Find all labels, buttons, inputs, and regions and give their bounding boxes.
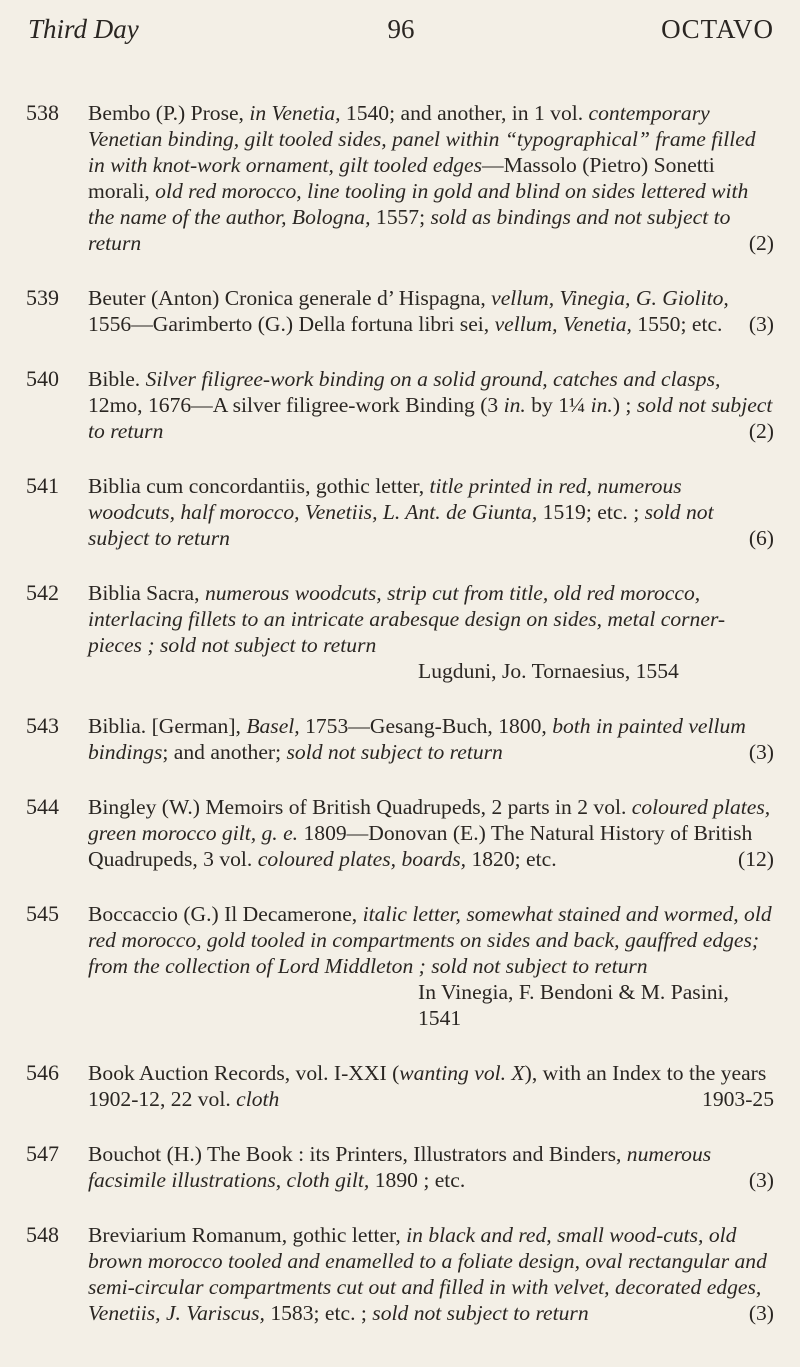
description-segment: —Massolo (Pietro) Sonetti morali, (88, 153, 715, 203)
description-segment: ) ; (612, 393, 637, 417)
description-segment: 1583; etc. ; (264, 1301, 373, 1325)
description-segment: Breviarium Romanum, gothic letter, (88, 1223, 407, 1247)
description-segment: ), with an Index to the years 1902-12, 22 vol. (88, 1061, 767, 1111)
catalogue-entry (0, 473, 800, 551)
imprint-line: In Vinegia, F. Bendoni & M. Pasini, 1541 (418, 980, 729, 1030)
description-segment: coloured plates, green morocco gilt, g. e. (88, 795, 771, 845)
description-segment: in. (503, 393, 526, 417)
lot-number: 541 (26, 473, 59, 498)
lot-number: 544 (26, 794, 59, 819)
description-segment: Beuter (Anton) Cronica generale d’ Hispagna, (88, 286, 492, 310)
lot-number: 540 (26, 366, 59, 391)
entry-description (88, 100, 774, 256)
lot-number: 542 (26, 580, 59, 605)
catalogue-entries (0, 100, 800, 1355)
description-segment: 1753—Gesang-Buch, 1800, (299, 714, 553, 738)
item-count: (2) (748, 231, 774, 255)
description-segment: coloured plates, boards, (257, 847, 467, 871)
description-segment: in Venetia, (249, 101, 341, 125)
item-count: (6) (748, 526, 774, 550)
description-segment: vellum, Venetia, (494, 312, 632, 336)
description-segment: title printed in red, numerous woodcuts, half morocco, Venetiis, L. Ant. de Giunta, (88, 474, 682, 524)
catalogue-entry (0, 1141, 800, 1193)
entry-description (88, 901, 774, 979)
description-segment: in. (590, 393, 613, 417)
item-count: (12) (738, 847, 774, 871)
description-segment: old red morocco, line tooling in gold and blind on sides lettered with the name of the author, Bologna, (88, 179, 749, 229)
description-segment: 1550; etc. (631, 312, 723, 336)
catalogue-entry (0, 1060, 800, 1112)
page-header (28, 14, 774, 54)
lot-number: 548 (26, 1222, 59, 1247)
description-segment: Bible. (88, 367, 146, 391)
description-segment: 1557; (370, 205, 431, 229)
lot-number: 543 (26, 713, 59, 738)
entry-description (88, 794, 774, 872)
catalogue-entry (0, 794, 800, 872)
description-segment: in black and red, small wood-cuts, old brown morocco tooled and enamelled to a foliate design, oval rectangular and semi-circular compartments cut out and filled in with velvet, decorated edges, Venetiis, J. Variscus, (88, 1223, 767, 1325)
catalogue-entry (0, 285, 800, 337)
description-segment: sold as bindings and not subject to return (88, 205, 731, 255)
entry-description (88, 473, 774, 551)
description-segment: Biblia Sacra, (88, 581, 205, 605)
description-segment: vellum, Vinegia, G. Giolito, (491, 286, 729, 310)
lot-number: 547 (26, 1141, 59, 1166)
description-segment: 12mo, 1676—A silver filigree-work Binding (3 (88, 393, 504, 417)
description-segment: contemporary Venetian binding, gilt tooled sides, panel within “typographical” frame filled in with knot-work ornament, gilt tooled edges (88, 101, 756, 177)
entry-description (88, 1141, 774, 1193)
item-count: (2) (748, 419, 774, 443)
description-segment: Basel, (246, 714, 300, 738)
catalogue-entry (0, 366, 800, 444)
item-count: 1903-25 (702, 1087, 774, 1111)
description-segment: 1540; and another, in 1 vol. (340, 101, 589, 125)
description-segment: 1556—Garimberto (G.) Della fortuna libri sei, (88, 312, 495, 336)
description-segment: by 1¼ (525, 393, 591, 417)
description-segment: Biblia. [German], (88, 714, 247, 738)
description-segment: 1519; etc. ; (537, 500, 645, 524)
imprint-line: Lugduni, Jo. Tornaesius, 1554 (418, 659, 679, 683)
entry-description (88, 1060, 774, 1112)
description-segment: Bingley (W.) Memoirs of British Quadrupeds, 2 parts in 2 vol. (88, 795, 632, 819)
catalogue-entry (0, 901, 800, 1031)
item-count: (3) (748, 740, 774, 764)
description-segment: both in painted vellum bindings (88, 714, 746, 764)
description-segment: italic letter, somewhat stained and wormed, old red morocco, gold tooled in compartments on sides and back, gauffred edges; from the collection of Lord Middleton ; sold not subject to return (88, 902, 772, 978)
description-segment: sold not subject to return (286, 740, 503, 764)
entry-description (88, 366, 774, 444)
description-segment: Biblia cum concordantiis, gothic letter, (88, 474, 430, 498)
description-segment: wanting vol. X (399, 1061, 525, 1085)
page-number: 96 (387, 14, 415, 44)
header-format: OCTAVO (661, 14, 774, 44)
description-segment: Boccaccio (G.) Il Decamerone, (88, 902, 363, 926)
lot-number: 539 (26, 285, 59, 310)
description-segment: numerous woodcuts, strip cut from title, old red morocco, interlacing fillets to an intricate arabesque design on sides, metal corner-pieces ; sold not subject to return (88, 581, 726, 657)
description-segment: 1809—Donovan (E.) The Natural History of British Quadrupeds, 3 vol. (88, 821, 753, 871)
description-segment: sold not subject to return (88, 500, 714, 550)
description-segment: ; and another; (162, 740, 287, 764)
entry-description (88, 580, 774, 658)
description-segment: Book Auction Records, vol. I-XXI ( (88, 1061, 400, 1085)
entry-description (88, 713, 774, 765)
catalogue-entry (0, 580, 800, 684)
entry-description (88, 1222, 774, 1326)
description-segment: 1890 ; etc. (369, 1168, 466, 1192)
description-segment: cloth (236, 1087, 280, 1111)
description-segment: sold not subject to return (88, 393, 773, 443)
description-segment: Bembo (P.) Prose, (88, 101, 250, 125)
header-day: Third Day (28, 14, 139, 44)
description-segment: Silver filigree-work binding on a solid ground, catches and clasps, (145, 367, 721, 391)
description-segment: 1820; etc. (466, 847, 557, 871)
catalogue-entry (0, 100, 800, 256)
item-count: (3) (748, 312, 774, 336)
item-count: (3) (748, 1301, 774, 1325)
entry-description (88, 285, 774, 337)
lot-number: 546 (26, 1060, 59, 1085)
catalogue-entry (0, 713, 800, 765)
description-segment: numerous facsimile illustrations, cloth gilt, (88, 1142, 712, 1192)
item-count: (3) (748, 1168, 774, 1192)
description-segment: sold not subject to return (372, 1301, 589, 1325)
lot-number: 545 (26, 901, 59, 926)
lot-number: 538 (26, 100, 59, 125)
description-segment: Bouchot (H.) The Book : its Printers, Illustrators and Binders, (88, 1142, 627, 1166)
catalogue-entry (0, 1222, 800, 1326)
